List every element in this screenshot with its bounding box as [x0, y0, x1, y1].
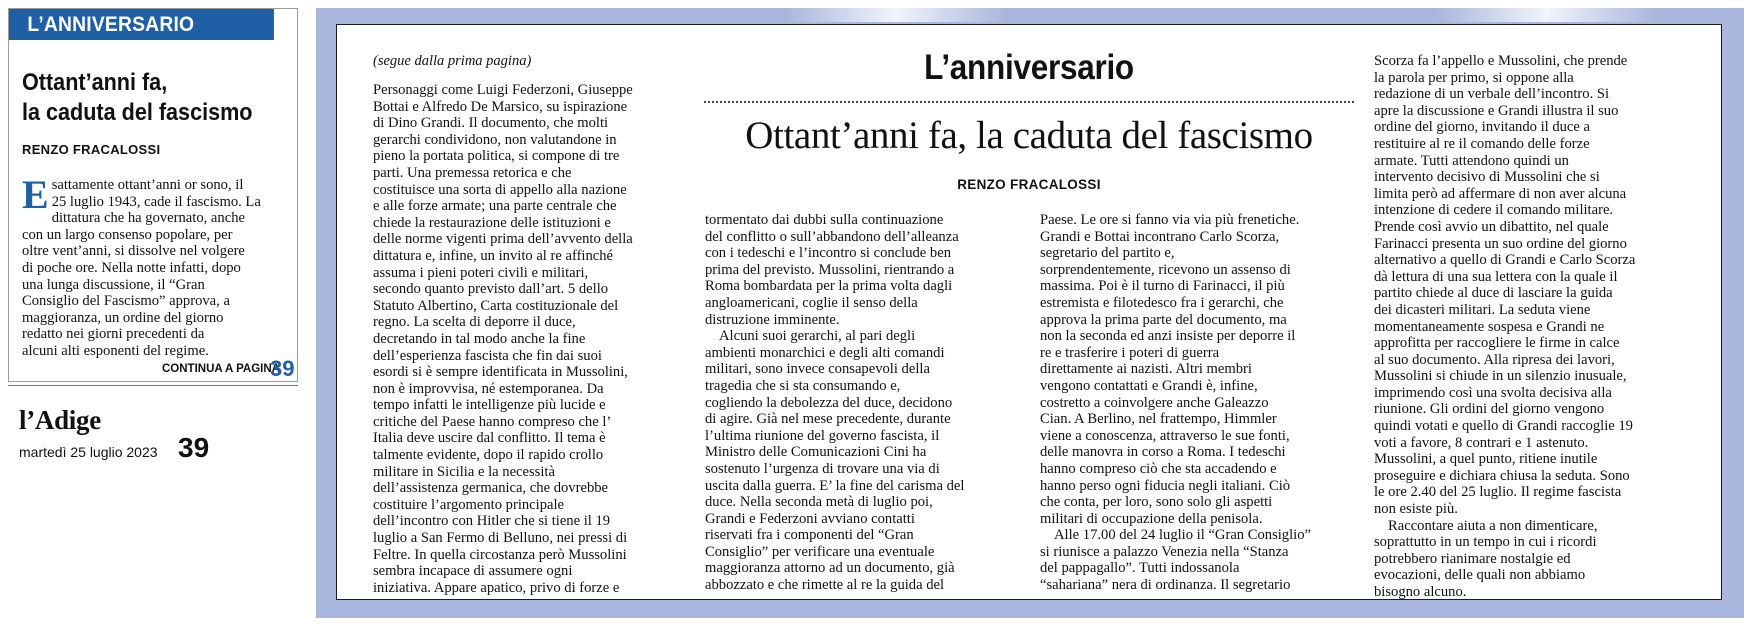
article-line: intenzione di cedere il comando militare. [1374, 202, 1614, 219]
article-line: potrebbero rianimare nostalgie ed [1374, 550, 1571, 567]
article-line: costretto a coinvolgere anche Galeazzo [1040, 394, 1269, 411]
article-line: “sahariana” nera di ordinanza. Il segretario [1040, 577, 1291, 594]
article-line: si riunisce a palazzo Venezia nella “Stanza [1040, 543, 1289, 560]
article-line: esordi si è sempre identificata in Mussolini, [373, 364, 628, 381]
article-line: maggioranza attorno ad un documento, già [705, 560, 955, 577]
article-line: costituisce una sorta di appello alla nazione [373, 181, 627, 198]
article-line: hanno perso ogni fiducia negli italiani. Ciò [1040, 477, 1291, 494]
article-line: tormentato dai dubbi sulla continuazione [705, 212, 944, 228]
teaser-title [22, 68, 256, 128]
teaser-line: sattamente ottant’anni or sono, il [51, 177, 244, 193]
article-line: apre la discussione e Grandi illustra il suo [1374, 102, 1619, 119]
article-line: iniziativa. Appare apatico, privo di forze e [373, 579, 620, 596]
article-line: partito chiede al duce di lasciare la guida [1374, 285, 1613, 302]
continue-page-link[interactable]: 39 [270, 356, 295, 381]
article-headline: Ottant’anni fa, la caduta del fascismo [745, 114, 1313, 157]
article-column-1 [373, 82, 633, 596]
article-line: critiche del Paese hanno compreso che l’ [373, 413, 612, 430]
article-line: dà lettura di una sua lettera con la quale il [1374, 268, 1618, 285]
frame-highlight [786, 8, 1006, 22]
article-line: dell’esperienza fascista che fin dai suoi [373, 347, 602, 364]
teaser-body [22, 172, 294, 360]
article-line: sostenuto l’urgenza di trovare una via di [705, 460, 940, 477]
article-line: chiede la restaurazione delle istituzioni e [373, 214, 611, 231]
article-line: assuma i pieni poteri civili e militari, [373, 264, 589, 281]
article-line: militari, sono invece consapevoli della [705, 361, 930, 378]
article-line: Statuto Albertino, Carta costituzionale del [373, 297, 619, 314]
teaser-author: RENZO FRACALOSSI [22, 142, 161, 157]
article-line: costituire l’argomento principale [373, 496, 565, 513]
frame-highlight [1436, 8, 1656, 22]
article-line: sorprendentemente, ricevono un assenso di [1040, 261, 1291, 278]
article-line: distruzione imminente. [705, 311, 840, 328]
article-line: di agire. Già nel mese precedente, durante [705, 411, 951, 428]
article-author: RENZO FRACALOSSI [957, 177, 1101, 192]
article-line: che conta, per loro, sono solo gli aspetti [1040, 494, 1273, 511]
teaser-line: Consiglio del Fascismo” approva, a [22, 293, 230, 310]
article-line: limita però ad affermare di non aver alcuna [1374, 185, 1627, 202]
article-line: di Dino Grandi. Il documento, che molti [373, 115, 609, 132]
article-line: delle norme vigenti prima dell’avvento della [373, 231, 633, 248]
article-line: talmente evidente, dopo il rapido crollo [373, 447, 604, 464]
article-line: evocazioni, delle quali non abbiamo [1374, 567, 1586, 584]
article-line: quindi votati e quello di Grandi raccoglie 19 [1374, 418, 1633, 435]
teaser-line: redatto nei giorni precedenti da [22, 326, 205, 343]
article-line: Alcuni suoi gerarchi, al pari degli [719, 328, 916, 345]
article-line: dell’assistenza germanica, che dovrebbe [373, 480, 609, 497]
article-line: prima del previsto. Mussolini, rientrando a [705, 261, 955, 278]
article-line: Roma bombardata per la prima volta dagli [705, 278, 953, 295]
article-line: Cian. A Berlino, nel frattempo, Himmler [1040, 411, 1277, 428]
article-line: redazione di un verbale dell’incontro. Si [1374, 86, 1610, 103]
article-line: Raccontare aiuta a non dimenticare, [1388, 517, 1598, 534]
article-line: Feltre. In quella circostanza però Mussolini [373, 546, 627, 563]
article-line: re e trasferire i poteri di guerra [1040, 344, 1220, 361]
article-line: Personaggi come Luigi Federzoni, Giuseppe [373, 82, 633, 98]
teaser-line: maggioranza, un ordine del giorno [22, 309, 224, 326]
publication-date: martedì 25 luglio 2023 [19, 444, 158, 460]
teaser-line: dittatura che ha governato, anche [51, 210, 245, 227]
article-line: armate. Tutti attendono quindi un [1374, 152, 1569, 169]
article-line: abbozzato e che rimette al re la guida del [705, 577, 945, 594]
article-line: Ministro delle Comunicazioni Cini ha [705, 444, 927, 461]
article-line: dei dicasteri militari. La seduta viene [1374, 301, 1591, 318]
article-line: Prende così avvio un dibattito, nel quale [1374, 218, 1609, 235]
article-line: tempo infatti le intelligenze più lucide e [373, 397, 606, 414]
teaser-line: 25 luglio 1943, cade il fascismo. La [51, 193, 261, 210]
teaser-line: oltre vent’anni, si dissolve nel volgere [22, 243, 245, 260]
article-line: Alle 17.00 del 24 luglio il “Gran Consiglio” [1054, 527, 1311, 544]
article-line: al suo documento. Alla ripresa dei lavori, [1374, 351, 1615, 368]
divider [8, 385, 298, 386]
article-line: Mussolini, a quel punto, ritiene inutile [1374, 451, 1598, 468]
article-line: bisogno alcuno. [1374, 584, 1467, 600]
article-line: decretando in tal modo anche la fine [373, 330, 586, 347]
article-line: delle manovra in corso a Roma. I tedeschi [1040, 444, 1286, 461]
page-number: 39 [178, 432, 210, 463]
article-section-title: L’anniversario [924, 48, 1134, 87]
article-line: Bottai e Alfredo De Marsico, su ispirazione [373, 98, 628, 115]
article-column-4 [1374, 53, 1635, 601]
article-line: voti a favore, 8 contrari e 1 astenuto. [1374, 434, 1589, 451]
article-line: riservati fra i componenti del “Gran [705, 527, 914, 544]
article-line: Paese. Le ore si fanno via via più frenetiche. [1040, 212, 1300, 228]
article-line: Grandi e Federzoni avviano contatti [705, 510, 915, 527]
article-line: Italia deve uscire dal conflitto. Il tema è [373, 430, 606, 447]
teaser-section-label: L’ANNIVERSARIO [9, 9, 274, 40]
newspaper-masthead: l’Adige [19, 405, 101, 435]
article-line: massima. Poi è il turno di Farinacci, il più [1040, 278, 1285, 295]
article-line: imprimendo così una svolta decisiva alla [1374, 384, 1612, 401]
dotted-rule [704, 101, 1354, 103]
teaser-line: una lunga discussione, il “Gran [22, 276, 205, 293]
article-line: cogliendo la debolezza del duce, decidono [705, 394, 953, 411]
article-line: regno. La scelta di deporre il duce, [373, 314, 576, 331]
article-column-3 [1040, 212, 1311, 594]
article-line: l’ultima riunione del governo fascista, il [705, 427, 940, 444]
article-line: non la seconda ed anzi insiste per deporre il [1040, 328, 1296, 345]
article-line: e alle forze armate; una parte centrale che [373, 198, 617, 215]
article-line: hanno compreso ciò che sta accadendo e [1040, 460, 1277, 477]
article-line: uscita dalla guerra. E’ la fine del carisma del [705, 477, 965, 494]
article-column-2 [705, 212, 964, 594]
article-line: del pappagallo”. Tutti indossanola [1040, 560, 1240, 577]
teaser-title-line: la caduta del fascismo [22, 99, 253, 126]
dropcap: E [22, 172, 49, 217]
article-line: vengono contattati e Grandi è, infine, [1040, 377, 1258, 394]
article-line: non esiste più. [1374, 501, 1458, 518]
article-line: dittatura e, infine, un invito al re affinché [373, 247, 614, 264]
article-line: luglio a San Fermo di Belluno, nei pressi di [373, 530, 628, 547]
article-line: con i tedeschi e l’incontro si conclude ben [705, 245, 951, 262]
article-line: secondo quanto previsto dall’art. 5 dello [373, 281, 609, 298]
article-line: soprattutto in un tempo in cui i ricordi [1374, 534, 1597, 551]
article-line: sembra incapace di assumere ogni [373, 563, 573, 580]
continuation-note: (segue dalla prima pagina) [373, 53, 532, 69]
article-line: Consiglio” per verificare una eventuale [705, 543, 935, 560]
teaser-line: alcuni alti esponenti del regime. [22, 342, 209, 359]
article-line: le ore 2.40 del 25 luglio. Il regime fascista [1374, 484, 1622, 501]
article-line: viene a conoscenza, attraverso le sue fonti, [1040, 427, 1290, 444]
article-line: parti. Una premessa retorica e che [373, 164, 572, 181]
teaser-line: con un largo consenso popolare, per [22, 226, 233, 243]
article-line: dell’incontro con Hitler che si tiene il 19 [373, 513, 611, 530]
article-line: ambienti monarchici e degli alti comandi [705, 344, 945, 361]
teaser-line: di poche ore. Nella notte infatti, dopo [22, 259, 241, 276]
article-line: militare in Sicilia e la necessità [373, 463, 555, 480]
article-line: restituire al re il comando delle forze [1374, 135, 1590, 152]
continue-label: CONTINUA A PAGINA [162, 363, 280, 375]
article-line: proseguire e dichiara chiusa la seduta. Sono [1374, 467, 1630, 484]
article-line: tragedia che si sta consumando e, [705, 377, 901, 394]
article-line: militari di occupazione della penisola. [1040, 510, 1263, 527]
article-line: Farinacci presenta un suo ordine del giorno [1374, 235, 1627, 252]
article-line: approfitta per raccogliere le firme in calce [1374, 335, 1620, 352]
article-line: Mussolini si chiude in un silenzio inusuale, [1374, 368, 1627, 385]
article-line: segretario del partito e, [1040, 245, 1175, 262]
article-line: ordine del giorno, invitando il duce a [1374, 119, 1591, 136]
article-line: alternativo a quello di Grandi e Carlo Scorza [1374, 252, 1636, 269]
article-line: la parola per primo, si oppone alla [1374, 69, 1574, 86]
article-line: approva la prima parte del documento, ma [1040, 311, 1287, 328]
article-line: duce. Nella seconda metà di luglio poi, [705, 494, 933, 511]
article-line: riunione. Gli ordini del giorno vengono [1374, 401, 1605, 418]
article-line: Scorza fa l’appello e Mussolini, che prende [1374, 53, 1628, 69]
article-line: gerarchi condividono, non valutandone in [373, 131, 617, 148]
article-line: non è improvvisa, né estemporanea. Da [373, 380, 604, 397]
article-line: angloamericani, coglie il senso della [705, 294, 918, 311]
article-line: momentaneamente sospesa e Grandi ne [1374, 318, 1605, 335]
article-line: Grandi e Bottai incontrano Carlo Scorza, [1040, 228, 1280, 245]
article-line: pieno la portata politica, si compone di tre [373, 148, 620, 165]
article-line: del conflitto o sull’abbandono dell’alleanza [705, 228, 959, 245]
article-line: intervento decisivo di Mussolini che si [1374, 169, 1600, 186]
article-line: direttamente ai nazisti. Altri membri [1040, 361, 1252, 378]
article-line: estremista e filotedesco fra i gerarchi, che [1040, 294, 1284, 311]
teaser-title-line: Ottant’anni fa, [22, 69, 168, 96]
